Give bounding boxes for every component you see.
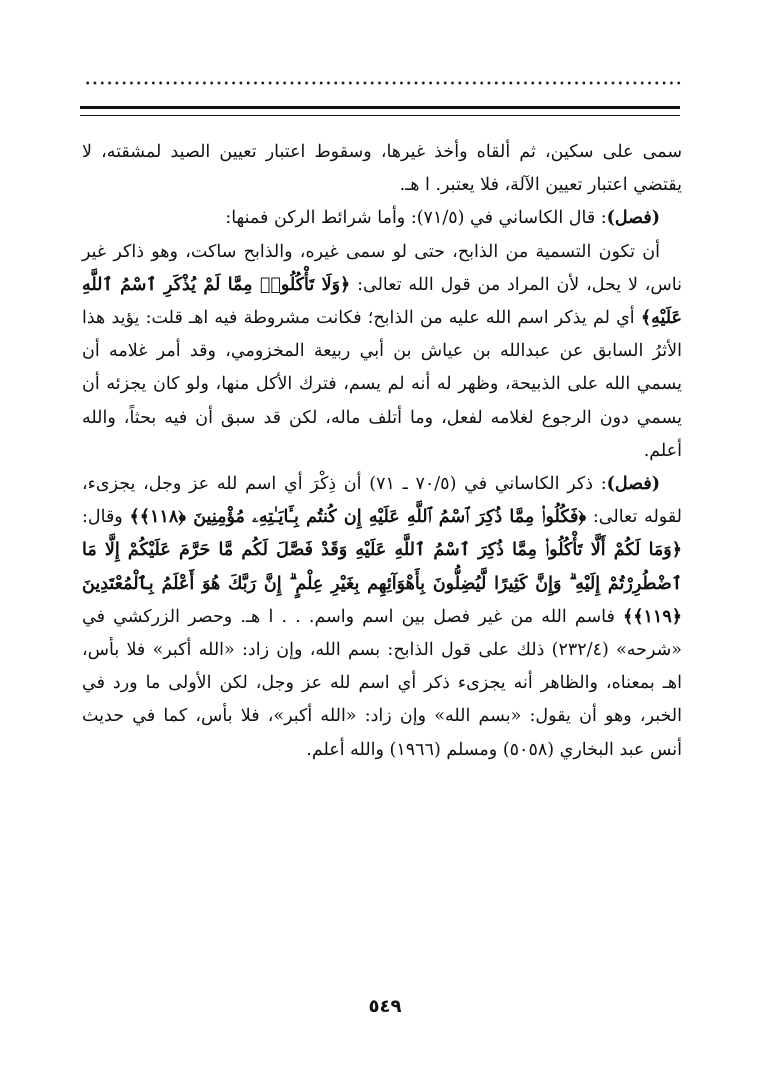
header-thin-rule [80, 115, 680, 116]
quran-quote: ﴿وَلَا تَأْكُلُوا۟ مِمَّا لَمْ يُذْكَرِ ٱسْمُ ٱللَّهِ عَلَيْهِ﴾ [82, 274, 682, 329]
header-thick-rule [80, 106, 680, 109]
text-run: أن تكون التسمية من الذابح، حتى لو سمى غيره، والذابح ساكت، وهو ذاكر غير ناس، لا يحل، لأن المراد من قول الله تعالى: [82, 241, 682, 295]
paragraph-p4 [82, 468, 682, 767]
text-run: : ذكر الكاساني في (٧٠/٥ ـ ٧١) أن ذِكْرَ أي اسم لله عز وجل، يجزىء، لقوله تعالى: [82, 474, 683, 528]
paragraph-p1 [82, 136, 682, 202]
text-run: أي لم يذكر اسم الله عليه من الذابح؛ فكانت مشروطة فيه اهـ قلت: يؤيد هذا الأثرُ السابق عن عبدالله بن عياش بن أبي ربيعة المخزومي، وقد أمر غلامه أن يسمي الله على الذبيحة، وظهر له أنه لم يسم، فترك الأكل منها، ولو كان يجزئه أن يسمي دون الرجوع لغلامه لفعل، وما أتلف ماله، لكن قد سبق أن فيه بحثاً، والله أعلم. [82, 308, 682, 461]
text-run: فاسم الله من غير فصل بين اسم واسم. . . ا هـ. وحصر الزركشي في «شرحه» (٢٣٢/٤) ذلك على قول الذابح: بسم الله، وإن زاد: «الله أكبر» فلا بأس، اهـ بمعناه، والظاهر أنه يجزىء ذكر أي اسم لله عز وجل، لكن الأولى ما ورد في الخبر، وهو أن يقول: «بسم الله» وإن زاد: «الله أكبر»، فلا بأس، كما في حديث أنس عبد البخاري (٥٠٥٨) ومسلم (١٩٦٦) والله أعلم. [82, 606, 683, 760]
section-heading: (فصل) [606, 474, 660, 495]
paragraph-p3 [82, 236, 682, 468]
header-dotted-rule [84, 76, 682, 90]
page-number: ٥٤٩ [368, 996, 402, 1017]
text-run: وقال: [82, 507, 130, 528]
quran-quote: ﴿فَكُلُوا۟ مِمَّا ذُكِرَ ٱسْمُ ٱللَّهِ عَلَيْهِ إِن كُنتُم بِـَٔايَـٰتِهِۦ مُؤْمِنِينَ ﴿١١٨﴾﴾ [129, 507, 587, 528]
page-body-text [82, 136, 682, 767]
quran-quote: ﴿وَمَا لَكُمْ أَلَّا تَأْكُلُوا۟ مِمَّا ذُكِرَ ٱسْمُ ٱللَّهِ عَلَيْهِ وَقَدْ فَصَّلَ لَكُم مَّا حَرَّمَ عَلَيْكُمْ إِلَّا مَا ٱضْطُرِرْتُمْ إِلَيْهِ ۗ وَإِنَّ كَثِيرًا لَّيُضِلُّونَ بِأَهْوَآئِهِم بِغَيْرِ عِلْمٍ ۗ إِنَّ رَبَّكَ هُوَ أَعْلَمُ بِٱلْمُعْتَدِينَ ﴿١١٩﴾﴾ [82, 540, 682, 627]
paragraph-p2 [82, 202, 682, 235]
text-run: : قال الكاساني في (٧١/٥): وأما شرائط الركن فمنها: [225, 208, 607, 229]
text-run: سمى على سكين، ثم ألقاه وأخذ غيرها، وسقوط اعتبار تعيين الصيد لمشقته، لا يقتضي اعتبار تعيين الآلة، فلا يعتبر. ا هـ. [82, 142, 682, 196]
section-heading: (فصل) [606, 208, 660, 229]
